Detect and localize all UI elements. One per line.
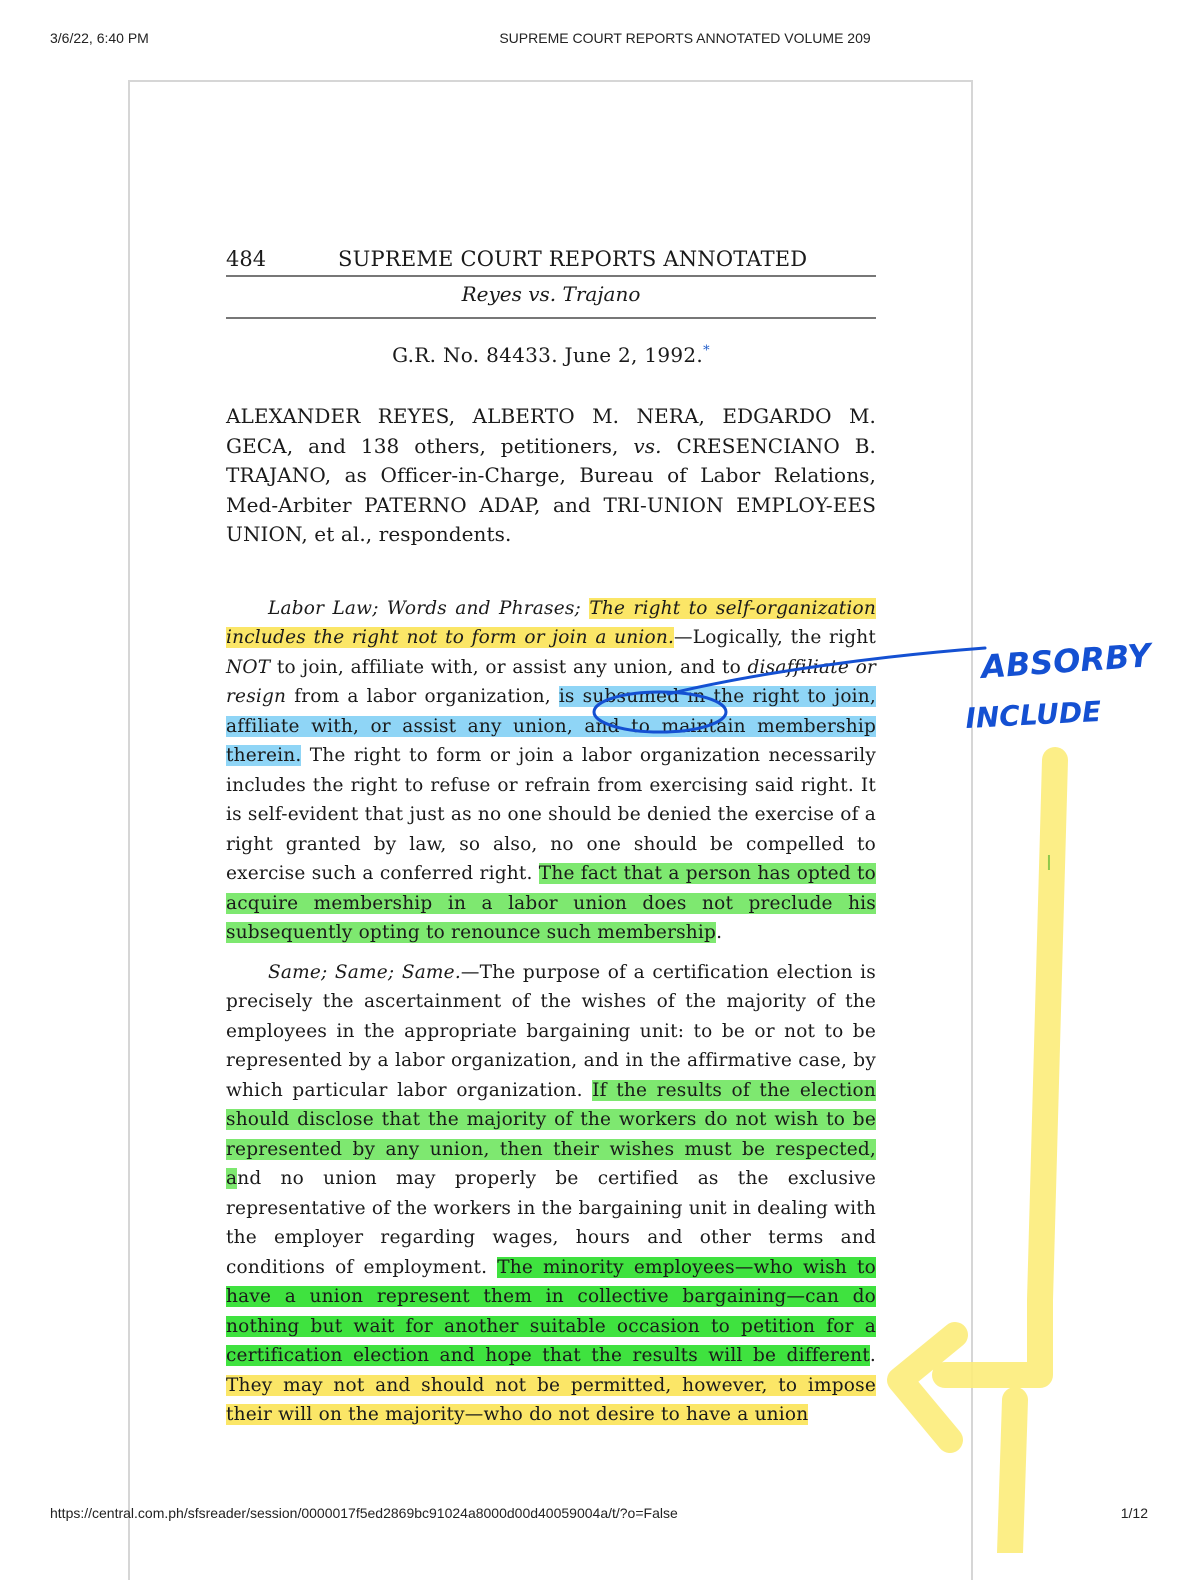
running-title: SUPREME COURT REPORTS ANNOTATED	[338, 247, 808, 271]
syllabus-text: —Logically, the right	[674, 627, 876, 648]
document-content	[226, 245, 876, 1430]
running-head	[226, 245, 876, 275]
footnote-link[interactable]: *	[703, 343, 710, 359]
ink-note-line2: INCLUDE	[964, 694, 1103, 735]
print-page-indicator: 1/12	[1120, 1505, 1148, 1521]
parties-respondents: CRESENCIANO B. TRAJANO, as Officer-in-Charge, Bureau of Labor Relations, Med-Arbiter PATERNO ADAP, and TRI-UNION EMPLOY-EES UNION, et al., respondents.	[226, 433, 876, 546]
highlight-green: The fact that a person has opted to acquire membership in a labor union does not preclude his subsequently opting to renounce such membership	[226, 863, 876, 943]
gr-line: G.R. No. 84433. June 2, 1992.	[392, 343, 704, 367]
parties	[226, 402, 876, 550]
syllabus-text: .	[869, 1345, 876, 1366]
syllabus-topic: Labor Law; Words and Phrases;	[268, 597, 581, 619]
browser-print-header	[0, 30, 1200, 50]
ink-note-line1: ABSORBY	[979, 636, 1153, 686]
syllabus-text: The right to form or join a labor organization necessarily includes the right to refuse or refrain from exercising said right. It is self-evident that just as no one should be denied the exercise of a right granted by law, so also, no one should be compelled to exercise such a conferred right.	[226, 745, 876, 884]
print-title: SUPREME COURT REPORTS ANNOTATED VOLUME 209	[499, 30, 871, 46]
syllabus-text: —The purpose of a certification election is precisely the ascertainment of the wishes of the majority of the employees in the appropriate bargaining unit: to be or not to be represented by a labor organization, and in the affirmative case, by which particular labor organization.	[226, 961, 876, 1101]
highlight-yellow: They may not and should not be permitted, however, to impose their will on the majority—who do not desire to have a union	[226, 1374, 876, 1425]
syllabus-1	[226, 594, 876, 948]
marker-small-mark: I	[1046, 851, 1052, 875]
syllabus-text: nd no union may properly be certified as the exclusive representative of the workers in the bargaining unit in dealing with the employer regarding wages, hours and other terms and conditions of employment.	[226, 1168, 876, 1278]
syllabus-2	[226, 958, 876, 1430]
print-timestamp: 3/6/22, 6:40 PM	[50, 30, 149, 46]
case-short-title: Reyes vs. Trajano	[461, 282, 641, 306]
parties-petitioners: ALEXANDER REYES, ALBERTO M. NERA, EDGARDO M. GECA, and 138 others, petitioners,	[226, 404, 876, 458]
emphasis-disaffiliate: disaffiliate or resign	[226, 656, 876, 707]
page-number: 484	[226, 247, 267, 271]
browser-print-footer	[0, 1505, 1200, 1525]
subheader-rule	[226, 317, 876, 319]
emphasis-not: NOT	[226, 656, 271, 678]
print-url[interactable]: https://central.com.ph/sfsreader/session/0000017f5ed2869bc91024a8000d00d40059004a/t/?o=False	[50, 1505, 678, 1521]
header-rule	[226, 275, 876, 277]
gr-number	[226, 343, 876, 367]
parties-vs: vs.	[633, 433, 662, 458]
highlight-blue: is subsumed in the right to join, affiliate with, or assist any union, and to maintain membership therein.	[226, 686, 876, 766]
syllabus-text: from a labor organization,	[286, 686, 559, 707]
syllabus-text: .	[716, 922, 723, 943]
headnote-highlight-yellow: The right to self-organization includes the right not to form or join a union.	[226, 597, 876, 648]
syllabus-topic: Same; Same; Same.	[268, 961, 461, 983]
syllabus-text: to join, affiliate with, or assist any union, and to	[270, 656, 748, 678]
highlight-green-bright: The minority employees—who wish to have a union represent them in collective bargaining—can do nothing but wait for another suitable occasion to petition for a certification election and hope that the results will be different	[226, 1256, 876, 1366]
highlight-green: If the results of the election should disclose that the majority of the workers do not wish to be represented by any union, then their wishes must be respected, a	[226, 1079, 876, 1189]
